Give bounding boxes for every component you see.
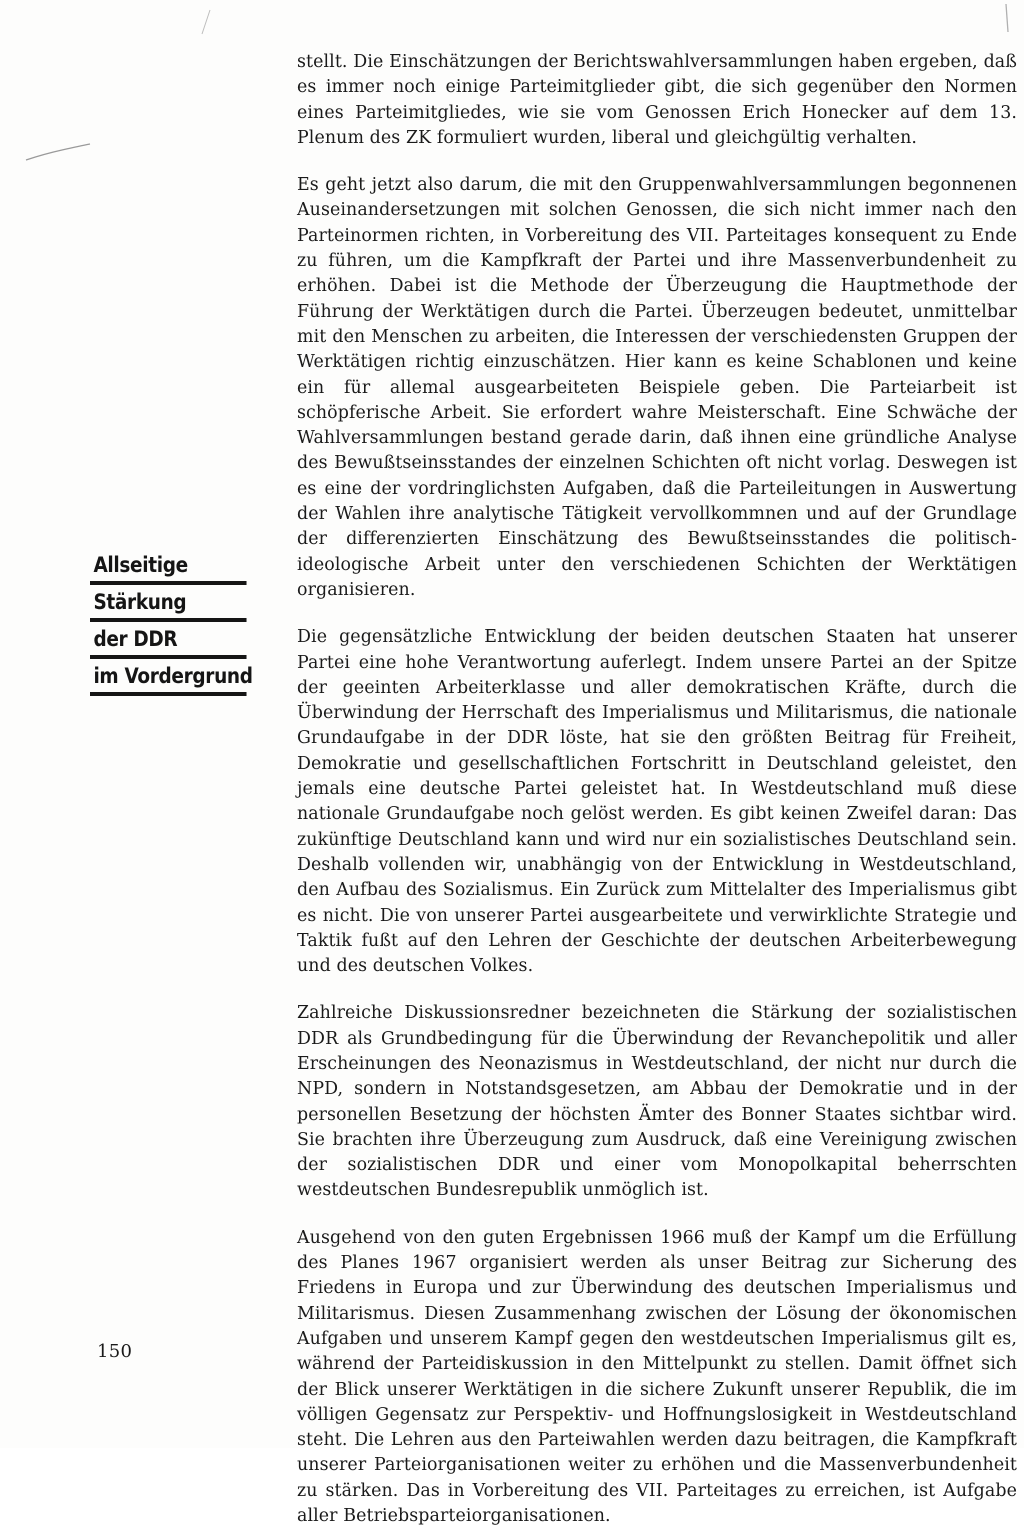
margin-heading-line-1: Allseitige xyxy=(90,548,247,585)
paragraph-1: stellt. Die Einschätzungen der Berichtswahlversammlungen haben ergeben, daß es immer noch einige Parteimitglieder gibt, die sich gegenüber den Normen eines Parteimitgliedes, wie sie vom Genossen Erich Honecker auf dem 13. Plenum des ZK formuliert wurden, liberal und gleichgültig verhalten. xyxy=(297,52,1017,148)
scan-mark-top xyxy=(196,8,216,38)
margin-heading-line-4: im Vordergrund xyxy=(90,659,247,696)
page-number: 150 xyxy=(97,1341,133,1362)
margin-heading xyxy=(90,548,272,696)
body-text-column xyxy=(297,50,1017,1529)
paragraph-2: Es geht jetzt also darum, die mit den Gruppenwahlversammlungen begonnenen Auseinandersetzungen mit solchen Genossen, die sich nicht immer nach den Parteinormen richten, in Vorbereitung des VII. Parteitages konsequent zu Ende zu führen, um die Kampfkraft der Partei und ihre Massenverbundenheit zu erhöhen. Dabei ist die Methode der Überzeugung die Hauptmethode der Führung der Werktätigen durch die Partei. Überzeugen bedeutet, unmittelbar mit den Menschen zu arbeiten, die Interessen der verschiedensten Gruppen der Werktätigen richtig einzuschätzen. Hier kann es keine Schablonen und keine ein für allemal ausgearbeiteten Beispiele geben. Die Parteiarbeit ist schöpferische Arbeit. Sie erfordert wahre Meisterschaft. Eine Schwäche der Wahlversammlungen bestand gerade darin, daß ihnen eine gründliche Analyse des Bewußtseinsstandes der einzelnen Schichten oft nicht vorlag. Deswegen ist es eine der vordringlichsten Aufgaben, daß die Parteileitungen in Auswertung der Wahlen ihre analytische Tätigkeit vervollkommnen und auf der Grundlage der differenzierten Einschätzung des Bewußtseinsstandes die politisch-ideologische Arbeit unter den verschiedenen Schichten der Werktätigen organisieren. xyxy=(297,175,1017,600)
paragraph-5: Ausgehend von den guten Ergebnissen 1966 muß der Kampf um die Erfüllung des Planes 1967 organisiert werden als unser Beitrag zur Sicherung des Friedens in Europa und zur Überwindung des deutschen Imperialismus und Militarismus. Diesen Zusammenhang zwischen der Lösung der ökonomischen Aufgaben und unserem Kampf gegen den westdeutschen Imperialismus gilt es, während der Parteidiskussion in den Mittelpunkt zu stellen. Damit öffnet sich der Blick unserer Werktätigen in die sichere Zukunft unserer Republik, die im völligen Gegensatz zur Perspektiv- und Hoffnungslosigkeit in Westdeutschland steht. Die Lehren aus den Parteiwahlen werden dazu beitragen, die Kampfkraft unserer Parteiorganisationen weiter zu erhöhen und die Massenverbundenheit zu stärken. Das in Vorbereitung des VII. Parteitages zu erreichen, ist Aufgabe aller Betriebsparteiorganisationen. xyxy=(297,1227,1017,1527)
scan-mark-right xyxy=(996,2,1016,36)
paragraph-3: Die gegensätzliche Entwicklung der beiden deutschen Staaten hat unserer Partei eine hohe Verantwortung auferlegt. Indem unsere Partei an der Spitze der geeinten Arbeiterklasse und aller demokratischen Kräfte, durch die Überwindung der Herrschaft des Imperialismus und Militarismus, die nationale Grundaufgabe in der DDR löste, hat sie den größten Beitrag für Freiheit, Demokratie und gesellschaftlichen Fortschritt in Deutschland geleistet, den jemals eine deutsche Partei geleistet hat. In Westdeutschland muß diese nationale Grundaufgabe noch gelöst werden. Es gibt keinen Zweifel daran: Das zukünftige Deutschland kann und wird nur ein sozialistisches Deutschland sein. Deshalb vollenden wir, unabhängig von der Entwicklung in Westdeutschland, den Aufbau des Sozialismus. Ein Zurück zum Mittelalter des Imperialismus gibt es nicht. Die von unserer Partei ausgearbeitete und verwirklichte Strategie und Taktik fußt auf den Lehren der Geschichte der deutschen Arbeiterbewegung und des deutschen Volkes. xyxy=(297,627,1017,977)
scan-mark-left xyxy=(24,140,94,170)
margin-heading-line-3: der DDR xyxy=(90,622,247,659)
margin-heading-line-2: Stärkung xyxy=(90,585,247,622)
paragraph-4: Zahlreiche Diskussionsredner bezeichneten die Stärkung der sozialistischen DDR als Grundbedingung für die Überwindung der Revanchepolitik und aller Erscheinungen des Neonazismus in Westdeutschland, der nicht nur durch die NPD, sondern in Notstandsgesetzen, am Abbau der Demokratie und in der personellen Besetzung der höchsten Ämter des Bonner Staates sichtbar wird. Sie brachten ihre Überzeugung zum Ausdruck, daß eine Vereinigung zwischen der sozialistischen DDR und einer vom Monopolkapital beherrschten westdeutschen Bundesrepublik unmöglich ist. xyxy=(297,1003,1017,1201)
